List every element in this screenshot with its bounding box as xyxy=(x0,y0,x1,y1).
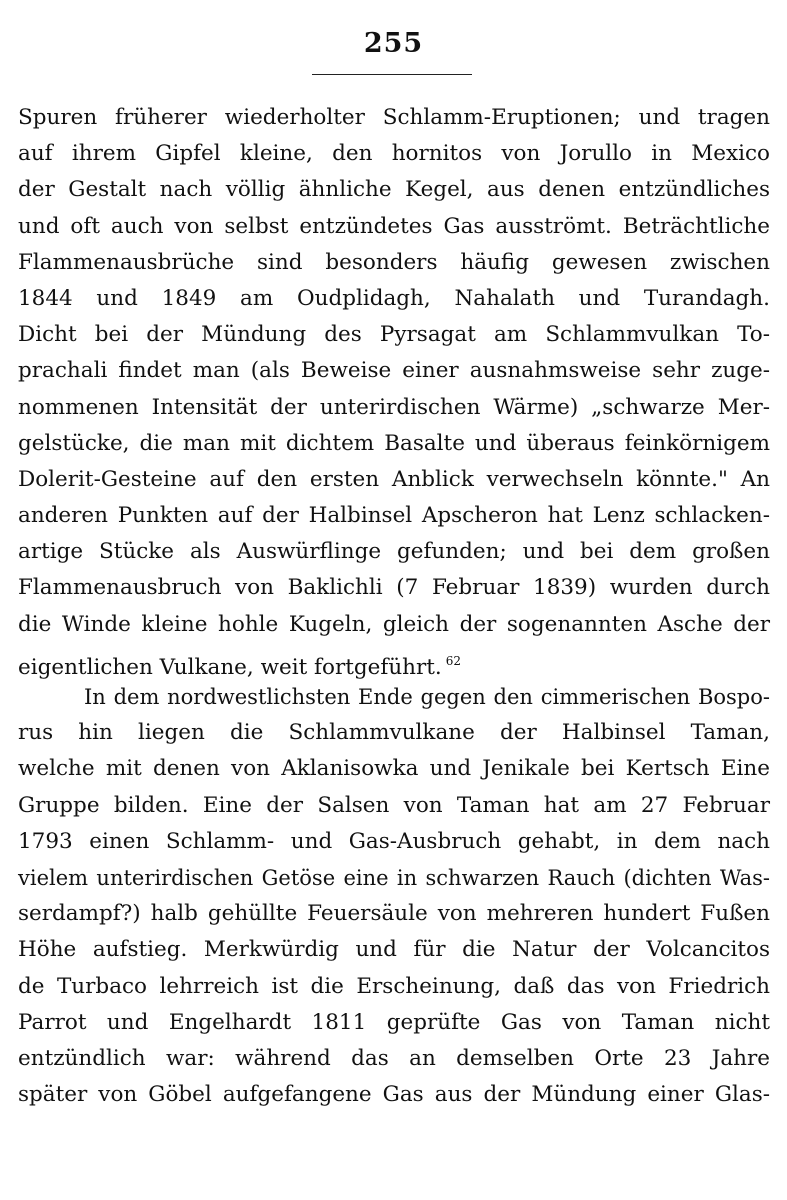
text-line: Dolerit-Gesteine auf den ersten Anblick verwechseln könnte." An xyxy=(18,466,770,492)
text-line: später von Göbel aufgefangene Gas aus der Mündung einer Glas- xyxy=(18,1082,770,1108)
text-line: serdampf?) halb gehüllte Feuersäule von mehreren hundert Fußen xyxy=(18,901,770,927)
text-line: Parrot und Engelhardt 1811 geprüfte Gas von Taman nicht xyxy=(18,1009,770,1035)
text-line: vielem unterirdischen Getöse eine in schwarzen Rauch (dichten Was- xyxy=(18,865,770,890)
text-line: Flammenausbrüche sind besonders häufig gewesen zwischen xyxy=(18,249,770,275)
text-line: Spuren früherer wiederholter Schlamm-Eruptionen; und tragen xyxy=(18,105,770,130)
text-line: die Winde kleine hohle Kugeln, gleich der sogenannten Asche der xyxy=(18,611,770,637)
text-line: entzündlich war: während das an demselben Orte 23 Jahre xyxy=(18,1045,770,1071)
paragraph-first-line: In dem nordwestlichsten Ende gegen den cimmerischen Bospo- xyxy=(84,685,770,709)
text-line: artige Stücke als Auswürflinge gefunden; und bei dem großen xyxy=(18,539,770,565)
text-line: auf ihrem Gipfel kleine, den hornitos von Jorullo in Mexico xyxy=(18,141,770,167)
paragraph-end-line xyxy=(18,643,770,679)
text-line: de Turbaco lehrreich ist die Erscheinung, daß das von Friedrich xyxy=(18,973,770,999)
text-line: anderen Punkten auf der Halbinsel Apscheron hat Lenz schlacken- xyxy=(18,503,770,529)
text-line: und oft auch von selbst entzündetes Gas ausströmt. Beträchtliche xyxy=(18,213,770,239)
page-number: 255 xyxy=(363,28,424,59)
text-line: Gruppe bilden. Eine der Salsen von Taman hat am 27 Februar xyxy=(18,792,770,818)
text-line: Flammenausbruch von Baklichli (7 Februar 1839) wurden durch xyxy=(18,575,770,601)
text-line: rus hin liegen die Schlammvulkane der Halbinsel Taman, xyxy=(18,720,770,746)
text-line: Höhe aufstieg. Merkwürdig und für die Natur der Volcancitos xyxy=(18,937,770,963)
text-line: welche mit denen von Aklanisowka und Jenikale bei Kertsch Eine xyxy=(18,756,770,782)
text-line: 1844 und 1849 am Oudplidagh, Nahalath und Turandagh. xyxy=(18,285,770,311)
text-line: der Gestalt nach völlig ähnliche Kegel, aus denen entzündliches xyxy=(18,177,770,203)
body-text xyxy=(18,100,770,1113)
text-line: Dicht bei der Mündung des Pyrsagat am Schlammvulkan To- xyxy=(18,322,770,348)
text-line: nommenen Intensität der unterirdischen Wärme) „schwarze Mer- xyxy=(18,394,770,420)
text-line: gelstücke, die man mit dichtem Basalte und überaus feinkörnigem xyxy=(18,430,770,456)
footnote-reference: 62 xyxy=(445,653,462,668)
text-line: 1793 einen Schlamm- und Gas-Ausbruch gehabt, in dem nach xyxy=(18,828,770,854)
text-line-content: eigentlichen Vulkane, weit fortgeführt. xyxy=(18,654,442,680)
text-line: prachali findet man (als Beweise einer ausnahmsweise sehr zuge- xyxy=(18,358,770,384)
header-rule xyxy=(312,74,472,75)
